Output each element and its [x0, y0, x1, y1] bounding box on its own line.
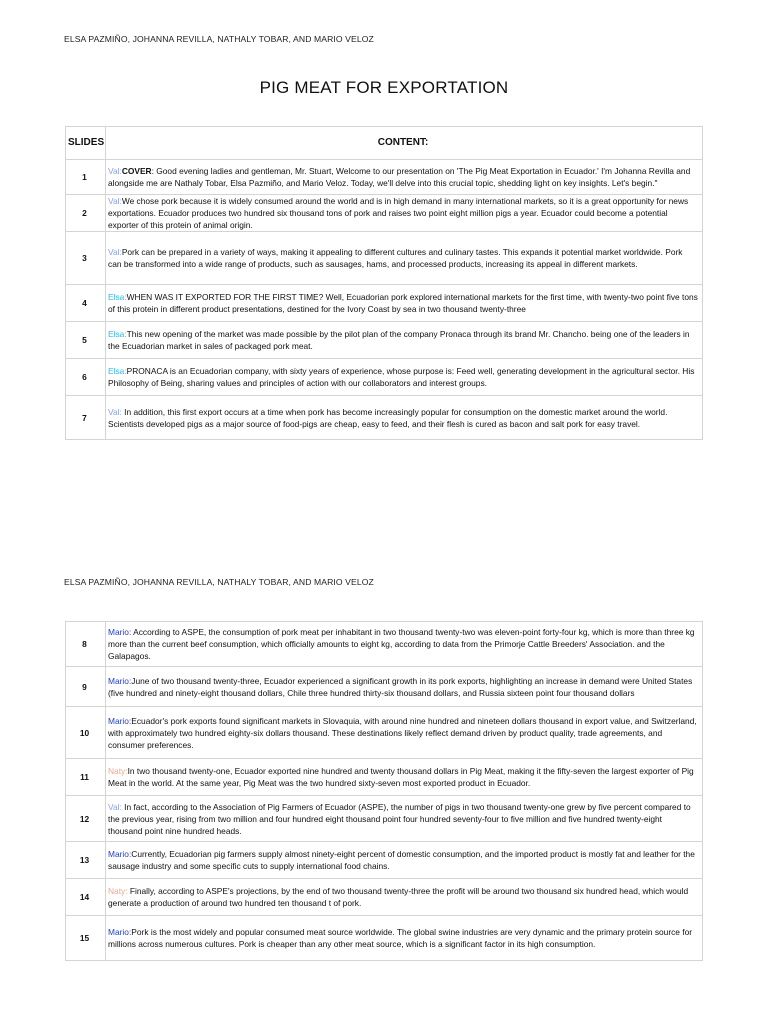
speaker-label: Val:	[108, 166, 122, 176]
slide-number: 5	[66, 322, 106, 359]
table-row	[66, 359, 703, 396]
table-row	[66, 916, 703, 961]
content-text: In two thousand twenty-one, Ecuador exported nine hundred and twenty thousand dollars in Pig Meat, making it the fifty-seven the largest exporter of Pig Meat in the world. At the same year, Pig Meat was the two hundred sixty-seven most exported product in Ecuador.	[108, 766, 694, 788]
page-header-authors-2: ELSA PAZMIÑO, JOHANNA REVILLA, NATHALY TOBAR, AND MARIO VELOZ	[64, 577, 374, 587]
slide-content	[106, 916, 703, 961]
slide-number: 15	[66, 916, 106, 961]
slides-table	[65, 126, 703, 440]
bold-label: COVER	[121, 166, 152, 176]
table-row	[66, 759, 703, 796]
content-text: Ecuador's pork exports found significant markets in Slovaquia, with around nine hundred and nineteen dollars thousand in export value, and Switzerland, with approximately two hundred eighty-six dollars thousand. These destinations likely reflect demand driven by product quality, trade agreements, and consumer preferences.	[108, 715, 697, 750]
table-row	[66, 195, 703, 232]
content-text: Currently, Ecuadorian pig farmers supply almost ninety-eight percent of domestic consumption, and the imported product is mostly fat and leather for the sausage industry and some specific cuts to supply international food chains.	[108, 849, 695, 871]
slide-number: 14	[66, 879, 106, 916]
table-row	[66, 322, 703, 359]
content-text: Pork can be prepared in a variety of ways, making it appealing to different cultures and culinary tastes. This expands it potential market worldwide. Pork can be transformed into a wide range of products, such as sausages, hams, and processed products, increasing its appeal in different markets.	[108, 247, 683, 269]
content-text: June of two thousand twenty-three, Ecuador experienced a significant growth in its pork exports, highlighting an increase in demand were United States (five hundred and ninety-eight thousand dollars, Chile three hundred thirty-six thousand dollars, and Russia sixteen point four thousand dollars	[108, 675, 693, 698]
slide-number: 12	[66, 796, 106, 842]
slide-content	[106, 195, 703, 232]
content-text: Finally, according to ASPE's projections, by the end of two thousand twenty-three the profit will be around two thousand six hundred head, which would generate a production of around two hundred ten thousand t of pork.	[108, 886, 689, 908]
speaker-label: Mario:	[108, 627, 132, 637]
table-row	[66, 160, 703, 195]
speaker-label: Naty:	[108, 886, 128, 896]
slide-content	[106, 796, 703, 842]
slide-number: 7	[66, 396, 106, 440]
speaker-label: Val:	[108, 406, 122, 417]
slides-table-continued	[65, 621, 703, 961]
slide-number: 4	[66, 285, 106, 322]
speaker-label: Mario:	[108, 675, 132, 686]
content-text: In addition, this first export occurs at a time when pork has become increasingly popular for consumption on the domestic market around the world. Scientists developed pigs as a major source of food-pigs are cheap, easy to feed, and their flesh is cured as bacon and salt pork for easy travel.	[108, 406, 668, 429]
slide-content	[106, 707, 703, 759]
content-text: According to ASPE, the consumption of pork meat per inhabitant in two thousand twenty-two was eleven-point forty-four kg, which is more than three kg more than the current beef consumption, which officially amounts to eight kg, according to data from the Primorje Cattle Breeders' Association. and the Galapagos.	[108, 627, 695, 661]
slide-content	[106, 396, 703, 440]
slide-number: 8	[66, 622, 106, 667]
table-row	[66, 232, 703, 285]
table-row	[66, 667, 703, 707]
content-text: PRONACA is an Ecuadorian company, with sixty years of experience, whose purpose is: Feed well, generating development in the agricultural sector. His Philosophy of Being, sharing values and principles of action with our collaborators and interest groups.	[108, 366, 695, 388]
content-text: Pork is the most widely and popular consumed meat source worldwide. The global swine industries are very dynamic and the primary protein source for millions across numerous cultures. Pork is cheaper than any other meat source, which is a significant factor in its high consumption.	[108, 927, 693, 949]
slide-content	[106, 232, 703, 285]
slide-number: 10	[66, 707, 106, 759]
slide-number: 9	[66, 667, 106, 707]
content-text: We chose pork because it is widely consumed around the world and is in high demand in many international markets, so it is a great opportunity for news exportations. Ecuador produces two hundred six thousand tons of pork and raises two point eight million pigs a year. Ecuador could become a potential exporter of this protein of animal origin.	[108, 196, 689, 230]
speaker-label: Naty:	[108, 766, 128, 776]
page-header-authors: ELSA PAZMIÑO, JOHANNA REVILLA, NATHALY TOBAR, AND MARIO VELOZ	[64, 34, 374, 44]
document-title: PIG MEAT FOR EXPORTATION	[259, 78, 509, 97]
table-row	[66, 396, 703, 440]
speaker-label: Val:	[108, 196, 122, 206]
content-text: In fact, according to the Association of Pig Farmers of Ecuador (ASPE), the number of pigs in two thousand twenty-one grew by five percent compared to the previous year, rising from two million and four hundred eight thousand point four hundred seventy-four to five million and five hundred twenty-eight thousand point nine hundred heads.	[108, 801, 691, 836]
speaker-label: Mario:	[108, 715, 132, 726]
slide-content	[106, 622, 703, 667]
slide-number: 3	[66, 232, 106, 285]
slide-number: 6	[66, 359, 106, 396]
slide-number: 11	[66, 759, 106, 796]
speaker-label: Elsa:	[108, 292, 127, 302]
speaker-label: Elsa:	[108, 329, 127, 339]
table-row	[66, 796, 703, 842]
slide-content	[106, 160, 703, 195]
table-row	[66, 707, 703, 759]
content-column-header: CONTENT:	[106, 127, 703, 160]
slide-content	[106, 667, 703, 707]
slide-content	[106, 879, 703, 916]
content-text: : Good evening ladies and gentleman, Mr. Stuart, Welcome to our presentation on 'The Pig Meat Exportation in Ecuador.' I'm Johanna Revilla and alongside me are Nathaly Tobar, Elsa Pazmiño, and Mario Veloz. Today, we'll delve into this crucial topic, shedding light on key insights. Let's begin."	[108, 166, 691, 188]
slide-content	[106, 842, 703, 879]
speaker-label: Mario:	[108, 849, 132, 859]
slides-column-header: SLIDES	[66, 127, 106, 160]
speaker-label: Mario:	[108, 927, 132, 937]
table-row	[66, 879, 703, 916]
speaker-label: Elsa:	[108, 366, 127, 376]
slide-content	[106, 359, 703, 396]
speaker-label: Val:	[108, 247, 122, 257]
slide-number: 1	[66, 160, 106, 195]
content-text: This new opening of the market was made possible by the pilot plan of the company Pronaca through its brand Mr. Chancho. being one of the leaders in the Ecuadorian market in sales of packaged pork meat.	[108, 329, 690, 351]
table-row	[66, 842, 703, 879]
slide-content	[106, 322, 703, 359]
slide-number: 13	[66, 842, 106, 879]
slide-number: 2	[66, 195, 106, 232]
slide-content	[106, 759, 703, 796]
slide-content	[106, 285, 703, 322]
table-row	[66, 622, 703, 667]
content-text: WHEN WAS IT EXPORTED FOR THE FIRST TIME? Well, Ecuadorian pork explored international markets for the first time, with twenty-two point five tons of this protein in different product presentations, destined for the Ivory Coast by sea in two thousand twenty-three	[108, 292, 698, 314]
table-row	[66, 285, 703, 322]
speaker-label: Val:	[108, 801, 122, 812]
